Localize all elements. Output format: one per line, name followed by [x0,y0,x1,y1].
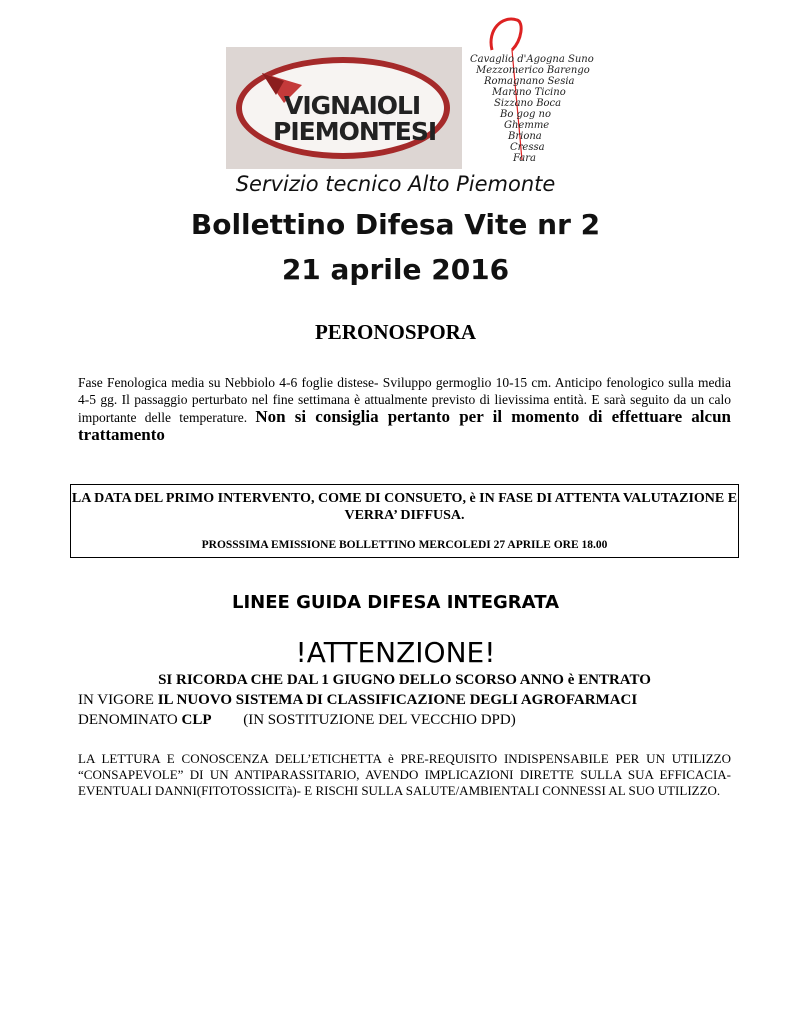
town-label: Marano Ticino [492,87,566,98]
town-label: Romagnano Sesia [484,76,575,87]
paragraph-text: Fase Fenologica media su Nebbiolo 4-6 foglie distese- Sviluppo germoglio 10-15 cm. Anticipo fenologico sulla media 4-5 gg. Il passaggio perturbato nel fine settimana è attualmente previsto di lievissima entità. E sarà seguito da un calo importante delle temperature. [78,375,731,425]
paragraph-recommendation: Non si consiglia pertanto per il momento di effettuare alcun trattamento [78,407,731,444]
logo-line1: VIGNAIOLI [284,91,421,120]
towns-map [462,10,594,170]
notice-box [70,484,739,558]
town-label: Ghemme [504,120,550,131]
town-label: Briona [508,131,542,142]
section-title: PERONOSPORA [314,320,476,344]
label-reading-note: LA LETTURA E CONOSCENZA DELL’ETICHETTA è PRE-REQUISITO INDISPENSABILE PER UN UTILIZZO “CONSAPEVOLE” DI UN ANTIPARASSITARIO, AVENDO IMPLICAZIONI DIRETTE SULLA SUA EFFICACIA- EVENTUALI DANNI(FITOTOSSICITà)- E RISCHI SULLA SALUTE/AMBIENTALI CONNESSI AL SUO UTILIZZO. [78,751,731,798]
phenology-paragraph [78,374,731,444]
attention-heading: !ATTENZIONE! [295,636,496,669]
regulation-line3-pre: DENOMINATO [78,712,178,728]
town-label: Cressa [510,142,545,153]
regulation-line3 [78,711,731,729]
logo-line2: PIEMONTESI [273,117,437,146]
page-title: Bollettino Difesa Vite nr 2 [190,208,601,241]
guidelines-title: LINEE GUIDA DIFESA INTEGRATA [231,592,560,613]
subtitle: Servizio tecnico Alto Piemonte [235,172,556,196]
notice-main: LA DATA DEL PRIMO INTERVENTO, COME DI CONSUETO, è IN FASE DI ATTENTA VALUTAZIONE E VERRA’ DIFFUSA. [71,491,738,523]
next-issue-notice: PROSSSIMA EMISSIONE BOLLETTINO MERCOLEDI 27 APRILE ORE 18.00 [201,539,608,551]
regulation-line2 [78,691,731,709]
regulation-clp: CLP [181,712,212,728]
regulation-line3-post: (IN SOSTITUZIONE DEL VECCHIO DPD) [243,712,516,728]
town-label: Mezzomerico Barengo [476,65,590,76]
regulation-line1: SI RICORDA CHE DAL 1 GIUGNO DELLO SCORSO ANNO è ENTRATO [158,672,651,688]
town-label: Cavaglio d'Agogna Suno [470,54,594,65]
regulation-line2-bold: IL NUOVO SISTEMA DI CLASSIFICAZIONE DEGLI AGROFARMACI [157,692,638,708]
town-label: Fara [513,153,536,164]
bulletin-date: 21 aprile 2016 [281,253,510,286]
regulation-line2-pre: IN VIGORE [78,692,154,708]
logo [226,47,462,169]
town-label: Bo gog no [500,109,552,120]
town-label: Sizzano Boca [494,98,562,109]
